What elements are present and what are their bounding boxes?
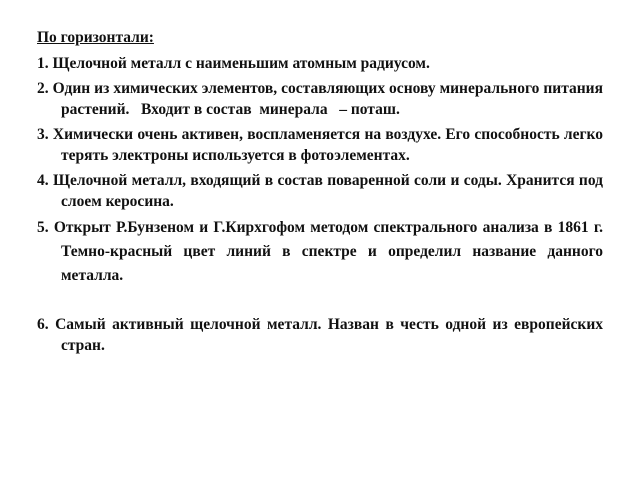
clue-item-4 [37, 170, 603, 212]
section-heading-across: По горизонтали: [37, 29, 154, 46]
clue-number: 5. [37, 219, 49, 236]
clue-number: 1. [37, 55, 49, 72]
clue-item-6 [37, 314, 603, 356]
clue-number: 2. [37, 80, 49, 97]
clue-item-1 [37, 53, 603, 74]
clue-item-2 [37, 78, 607, 120]
clue-number: 3. [37, 126, 49, 143]
clue-number: 4. [37, 172, 49, 189]
clue-text: Химически очень активен, воспламеняется на воздухе. Его способность легко терять электроны используется в фотоэлементах. [52, 126, 603, 164]
clue-text: Один из химических элементов, составляющих основу минерального питания растений. Входит в состав минерала – поташ. [52, 80, 607, 118]
clue-number: 6. [37, 316, 49, 333]
crossword-clues-document [37, 27, 607, 360]
clue-text: Щелочной металл, входящий в состав поваренной соли и соды. Хранится под слоем керосина. [52, 172, 604, 210]
clue-text: Открыт Р.Бунзеном и Г.Кирхгофом методом спектрального анализа в 1861 г. Темно-красный цвет линий в спектре и определил название данного металла. [53, 219, 604, 284]
clue-item-3 [37, 124, 603, 166]
clue-item-5 [37, 216, 603, 288]
clue-text: Щелочной металл с наименьшим атомным радиусом. [52, 55, 430, 72]
clue-text: Самый активный щелочной металл. Назван в честь одной из европейских стран. [55, 316, 604, 354]
